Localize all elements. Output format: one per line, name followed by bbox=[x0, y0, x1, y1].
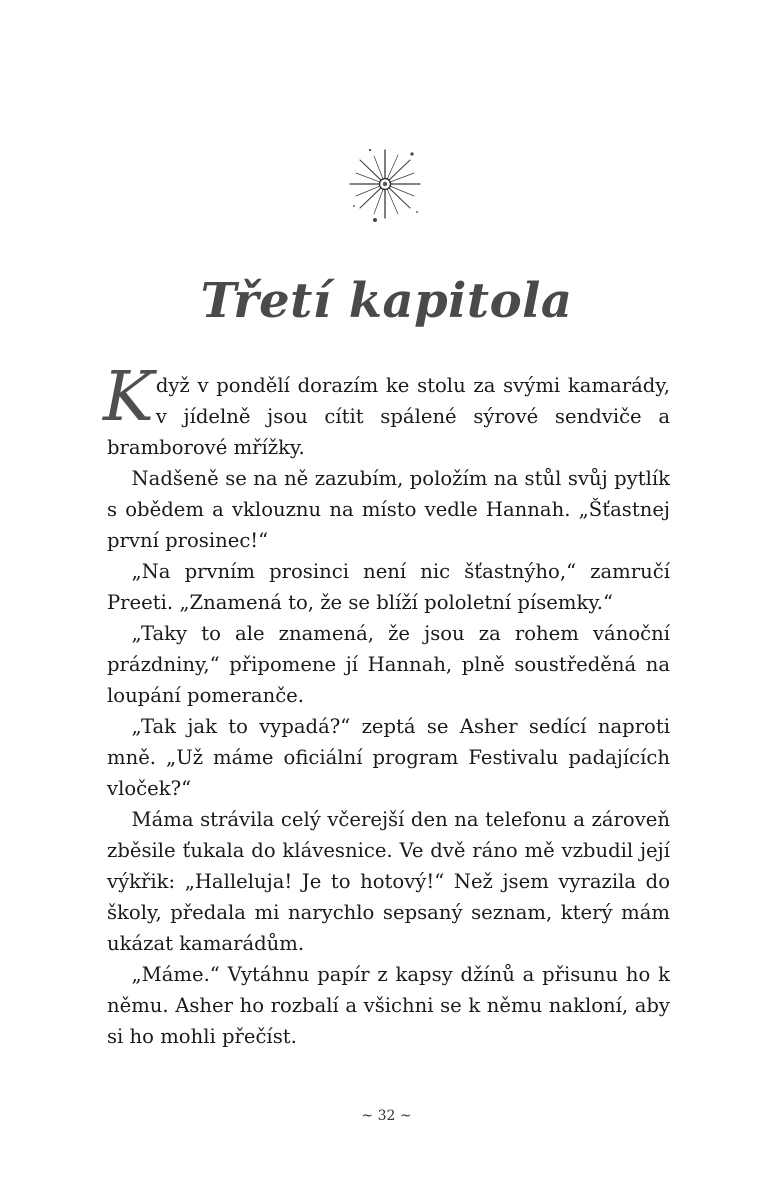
sparkle-star-icon bbox=[346, 146, 424, 226]
paragraph-text: Máma strávila celý včerejší den na telefonu a zároveň zběsile ťukala do klávesnice. Ve dvě ráno mě vzbudil její výkřik: „Halleluja! Je to hotový!“ Než jsem vyrazila do školy, předala mi narychlo sepsaný seznam, který mám ukázat kamarádům. bbox=[107, 808, 670, 955]
chapter-body bbox=[103, 358, 670, 1052]
paragraph-text: dyž v pondělí dorazím ke stolu za svými kamarády, v jídelně jsou cítit spálené sýrové sendviče a bramborové mřížky. bbox=[107, 374, 670, 459]
paragraph bbox=[103, 358, 670, 463]
chapter-title: Třetí kapitola bbox=[200, 273, 573, 330]
paragraph-text: Nadšeně se na ně zazubím, položím na stůl svůj pytlík s obědem a vklouznu na místo vedle Hannah. „Šťastnej první prosinec!“ bbox=[107, 467, 670, 552]
paragraph bbox=[107, 556, 670, 618]
paragraph-text: „Na prvním prosinci není nic šťastnýho,“ zamručí Preeti. „Znamená to, že se blíží pololetní písemky.“ bbox=[107, 560, 670, 614]
paragraph bbox=[107, 804, 670, 959]
paragraph bbox=[107, 463, 670, 556]
paragraph bbox=[107, 618, 670, 711]
paragraph-text: „Tak jak to vypadá?“ zeptá se Asher sedící naproti mně. „Už máme oficiální program Festivalu padajících vloček?“ bbox=[107, 715, 670, 800]
paragraph bbox=[107, 959, 670, 1052]
page-number: ~ 32 ~ bbox=[361, 1108, 412, 1124]
paragraph-text: „Taky to ale znamená, že jsou za rohem vánoční prázdniny,“ připomene jí Hannah, plně soustředěná na loupání pomeranče. bbox=[107, 622, 670, 707]
paragraph bbox=[107, 711, 670, 804]
drop-cap: K bbox=[103, 358, 154, 437]
paragraph-text: „Máme.“ Vytáhnu papír z kapsy džínů a přisunu ho k němu. Asher ho rozbalí a všichni se k němu nakloní, aby si ho mohli přečíst. bbox=[107, 963, 670, 1048]
